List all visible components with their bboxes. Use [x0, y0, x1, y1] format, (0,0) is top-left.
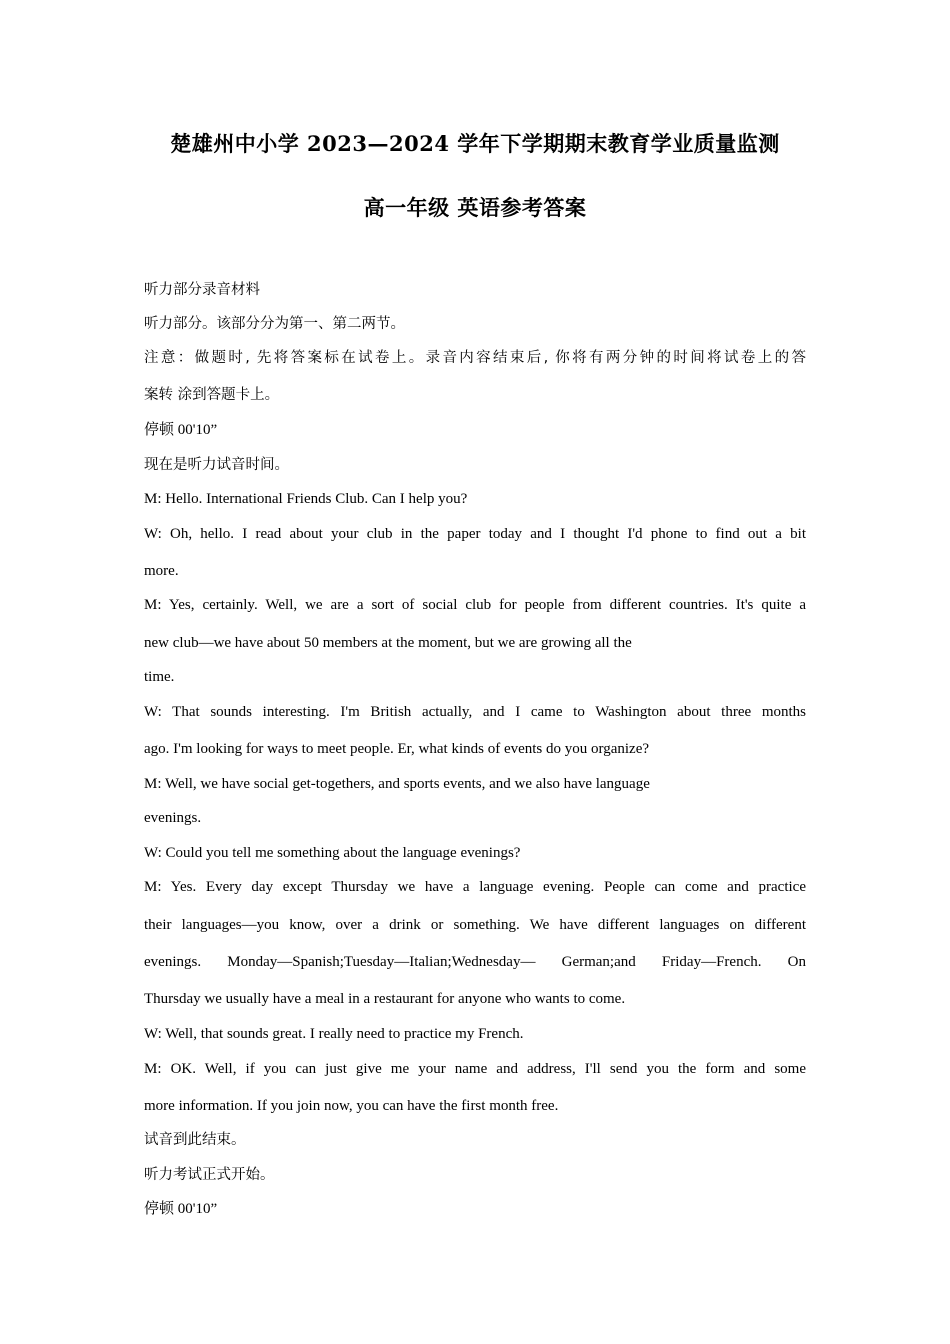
- text-line: M: Well, we have social get-togethers, and sports events, and we also have language: [144, 776, 650, 792]
- text-line: ago. I'm looking for ways to meet people. Er, what kinds of events do you organize?: [144, 741, 650, 757]
- text-line: 案转 涂到答题卡上。: [144, 387, 280, 403]
- text-line: 听力考试正式开始。: [144, 1167, 275, 1183]
- text-line: 注意：做题时, 先将答案标在试卷上。录音内容结束后, 你将有两分钟的时间将试卷上的答: [144, 350, 806, 366]
- text-line: 试音到此结束。: [144, 1132, 246, 1148]
- section-heading: 听力部分录音材料: [144, 282, 260, 298]
- text-line: more.: [144, 563, 179, 579]
- text-line: Thursday we usually have a meal in a restaurant for anyone who wants to come.: [144, 991, 626, 1007]
- text-line: new club—we have about 50 members at the moment, but we are growing all the: [144, 635, 632, 651]
- text-line: more information. If you join now, you can have the first month free.: [144, 1098, 559, 1114]
- text-line: M: Yes. Every day except Thursday we have a language evening. People can come and practice: [144, 879, 806, 895]
- text-line: their languages—you know, over a drink or something. We have different languages on different: [144, 917, 806, 933]
- text-line: time.: [144, 669, 175, 685]
- text-line: M: OK. Well, if you can just give me your name and address, I'll send you the form and some: [144, 1061, 806, 1077]
- text-line: M: Yes, certainly. Well, we are a sort of social club for people from different countries. It's quite a: [144, 597, 806, 613]
- document-title: 楚雄州中小学 2023—2024 学年下学期期末教育学业质量监测: [170, 131, 780, 156]
- text-line: W: Oh, hello. I read about your club in the paper today and I thought I'd phone to find out a bit: [144, 526, 806, 542]
- text-line: evenings. Monday—Spanish;Tuesday—Italian;Wednesday— German;and Friday—French. On: [144, 954, 806, 970]
- document-subtitle: 高一年级 英语参考答案: [363, 195, 587, 220]
- text-line: 停顿 00'10”: [144, 1201, 218, 1217]
- text-line: M: Hello. International Friends Club. Can I help you?: [144, 491, 468, 507]
- text-line: W: Could you tell me something about the language evenings?: [144, 845, 521, 861]
- text-line: 听力部分。该部分分为第一、第二两节。: [144, 316, 405, 332]
- text-line: evenings.: [144, 810, 202, 826]
- text-line: W: That sounds interesting. I'm British actually, and I came to Washington about three months: [144, 704, 806, 720]
- text-line: 现在是听力试音时间。: [144, 457, 289, 473]
- text-line: W: Well, that sounds great. I really need to practice my French.: [144, 1026, 524, 1042]
- text-line: 停顿 00'10”: [144, 422, 218, 438]
